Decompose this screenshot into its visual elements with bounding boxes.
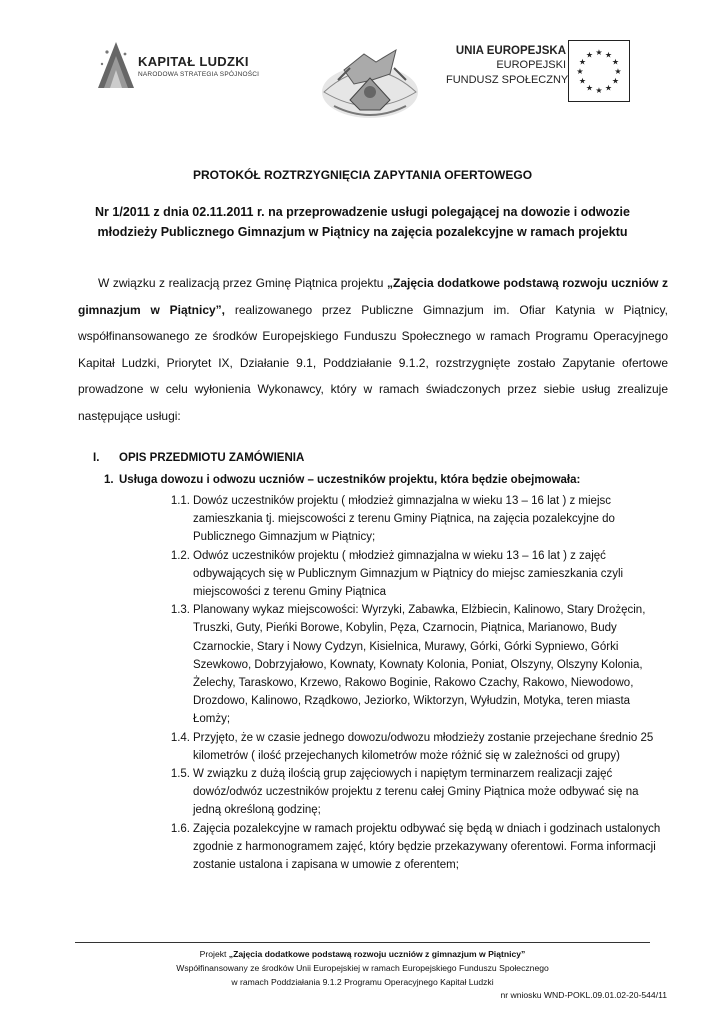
eu-star-icon: ★: [585, 50, 594, 60]
item-text: Odwóz uczestników projektu ( młodzież gimnazjalna w wieku 13 – 16 lat ) z zajęć odbywających się w Publicznym Gimnazjum w Piątnicy do miejsc zamieszkania czyli miejscowości z terenu Gminy Piątnica: [193, 549, 624, 599]
eu-title: UNIA EUROPEJSKA: [455, 45, 566, 57]
eu-star-icon: ★: [585, 83, 594, 93]
eu-star-icon: ★: [595, 48, 603, 57]
section-heading: [93, 452, 304, 464]
kapital-ludzki-subtitle: NARODOWA STRATEGIA SPÓJNOŚCI: [138, 71, 260, 78]
eu-text-block: [446, 44, 569, 88]
subsection-number: 1.: [104, 474, 114, 486]
item-text: W związku z dużą ilością grup zajęciowych i napiętym terminarzem realizacji zajęć dowóz/odwóz uczestników projektu z terenu całej Gminy Piątnica może odbywać się na jedną określoną godzinę;: [193, 768, 639, 817]
eu-subtitle-1: EUROPEJSKI: [496, 59, 566, 71]
eu-star-icon: ★: [576, 67, 584, 76]
eu-star-icon: ★: [604, 50, 613, 60]
subtitle-line-1: Nr 1/2011 z dnia 02.11.2011 r. na przeprowadzenie usługi polegającej na dowozie i odwozie: [95, 205, 630, 219]
list-item: [163, 765, 663, 820]
eu-star-icon: ★: [578, 57, 587, 67]
intro-project-name: „Zajęcia dodatkowe podstawą rozwoju uczniów z gimnazjum w Piątnicy”,: [78, 276, 669, 317]
eu-flag-icon: [568, 40, 630, 102]
item-number: 1.5.: [170, 768, 190, 781]
intro-text-1: W związku z realizacją przez Gminę Piątnica projektu: [98, 276, 387, 290]
subsection-heading: [104, 474, 580, 486]
footer-program-line: w ramach Poddziałania 9.1.2 Programu Operacyjnego Kapitał Ludzki: [231, 977, 494, 987]
eu-star-icon: ★: [614, 67, 622, 76]
item-number: 1.6.: [170, 822, 190, 835]
kapital-ludzki-title: KAPITAŁ LUDZKI: [138, 54, 249, 69]
section-number: I.: [93, 452, 100, 464]
footer-cofinance-line: Współfinansowany ze środków Unii Europejskiej w ramach Europejskiego Funduszu Społecznego: [176, 963, 549, 973]
list-item: [163, 601, 663, 728]
list-item: [163, 820, 663, 875]
list-item: [163, 547, 663, 602]
eu-star-icon: ★: [578, 76, 587, 86]
footer-project-line: [0, 948, 725, 960]
footer-application-number: nr wniosku WND-POKL.09.01.02-20-544/11: [500, 990, 667, 1000]
coat-of-arms-emblem-icon: [314, 40, 426, 124]
footer-project-name: „Zajęcia dodatkowe podstawą rozwoju uczniów z gimnazjum w Piątnicy”: [228, 949, 526, 959]
list-item: [163, 729, 663, 765]
document-subtitle: [0, 202, 725, 242]
item-text: Dowóz uczestników projektu ( młodzież gimnazjalna w wieku 13 – 16 lat ) z miejsc zamieszkania tj. miejscowości z terenu Gminy Piątnica, na zajęcia pozalekcyjne do Publicznego Gimnazjum w Piątnicy;: [193, 495, 615, 544]
eu-star-icon: ★: [595, 86, 603, 95]
item-text: Przyjęto, że w czasie jednego dowozu/odwozu młodzieży zostanie przejechane średnio 25 kilometrów ( ilość przejechanych kilometrów może różnić się w zależności od grupy): [193, 731, 654, 762]
item-list: [163, 492, 663, 874]
document-title: PROTOKÓŁ ROZTRZYGNIĘCIA ZAPYTANIA OFERTOWEGO: [192, 168, 533, 182]
item-number: 1.1.: [170, 495, 190, 507]
section-title: OPIS PRZEDMIOTU ZAMÓWIENIA: [119, 452, 305, 464]
item-number: 1.2.: [170, 549, 190, 562]
subsection-title: Usługa dowozu i odwozu uczniów – uczestników projektu, która będzie obejmowała:: [119, 474, 581, 486]
item-text: Zajęcia pozalekcyjne w ramach projektu odbywać się będą w dniach i godzinach ustalonych zgodnie z harmonogramem zajęć, który będzie przekazywany oferentowi. Forma informacji zostanie ustalona i zapisana w umowie z oferentem;: [193, 822, 661, 872]
eu-star-icon: ★: [611, 57, 620, 67]
list-item: [163, 492, 663, 547]
eu-star-icon: ★: [611, 76, 620, 86]
eu-subtitle-2: FUNDUSZ SPOŁECZNY: [446, 74, 569, 86]
item-text: Planowany wykaz miejscowości: Wyrzyki, Zabawka, Elżbiecin, Kalinowo, Stary Drożęcin, Truszki, Guty, Pieńki Borowe, Kobylin, Pęza, Czarnocin, Piątnica, Marianowo, Budy Czarnockie, Stary i Nowy Cydzyn, Kisielnica, Murawy, Górki, Górki Sypniewo, Górki Szewkowo, Dobrzyjałowo, Kownaty, Kownaty Kolonia, Poniat, Olszyny, Olszyny Kolonia, Żelechy, Taraskowo, Krzewo, Rakowo Boginie, Rakowo Czachy, Rakowo, Niewodowo, Drozdowo, Kalinowo, Rządkowo, Jeziorko, Wiktorzyn, Wyłudzin, Motyka, teren miasta Łomży;: [193, 604, 646, 726]
intro-paragraph: [78, 270, 668, 429]
kapital-ludzki-logo: [98, 40, 260, 90]
item-number: 1.4.: [170, 731, 190, 744]
subtitle-line-2: młodzieży Publicznego Gimnazjum w Piątnicy na zajęcia pozalekcyjne w ramach projektu: [97, 225, 628, 239]
footer-divider: [75, 942, 650, 943]
eu-star-icon: ★: [604, 83, 613, 93]
item-number: 1.3.: [170, 604, 190, 617]
footer-project-prefix: Projekt: [199, 949, 229, 959]
kapital-ludzki-logo-icon: [98, 42, 134, 93]
intro-text-2: realizowanego przez Publiczne Gimnazjum im. Ofiar Katynia w Piątnicy, współfinansowanego ze środków Europejskiego Funduszu Społecznego w ramach Programu Operacyjnego Kapitał Ludzki, Priorytet IX, Działanie 9.1, Poddziałanie 9.1.2, rozstrzygnięte zostało Zapytanie ofertowe prowadzone w celu wyłonienia Wykonawcy, który w ramach świadczonych przez siebie usług zrealizuje następujące usługi:: [78, 302, 668, 423]
